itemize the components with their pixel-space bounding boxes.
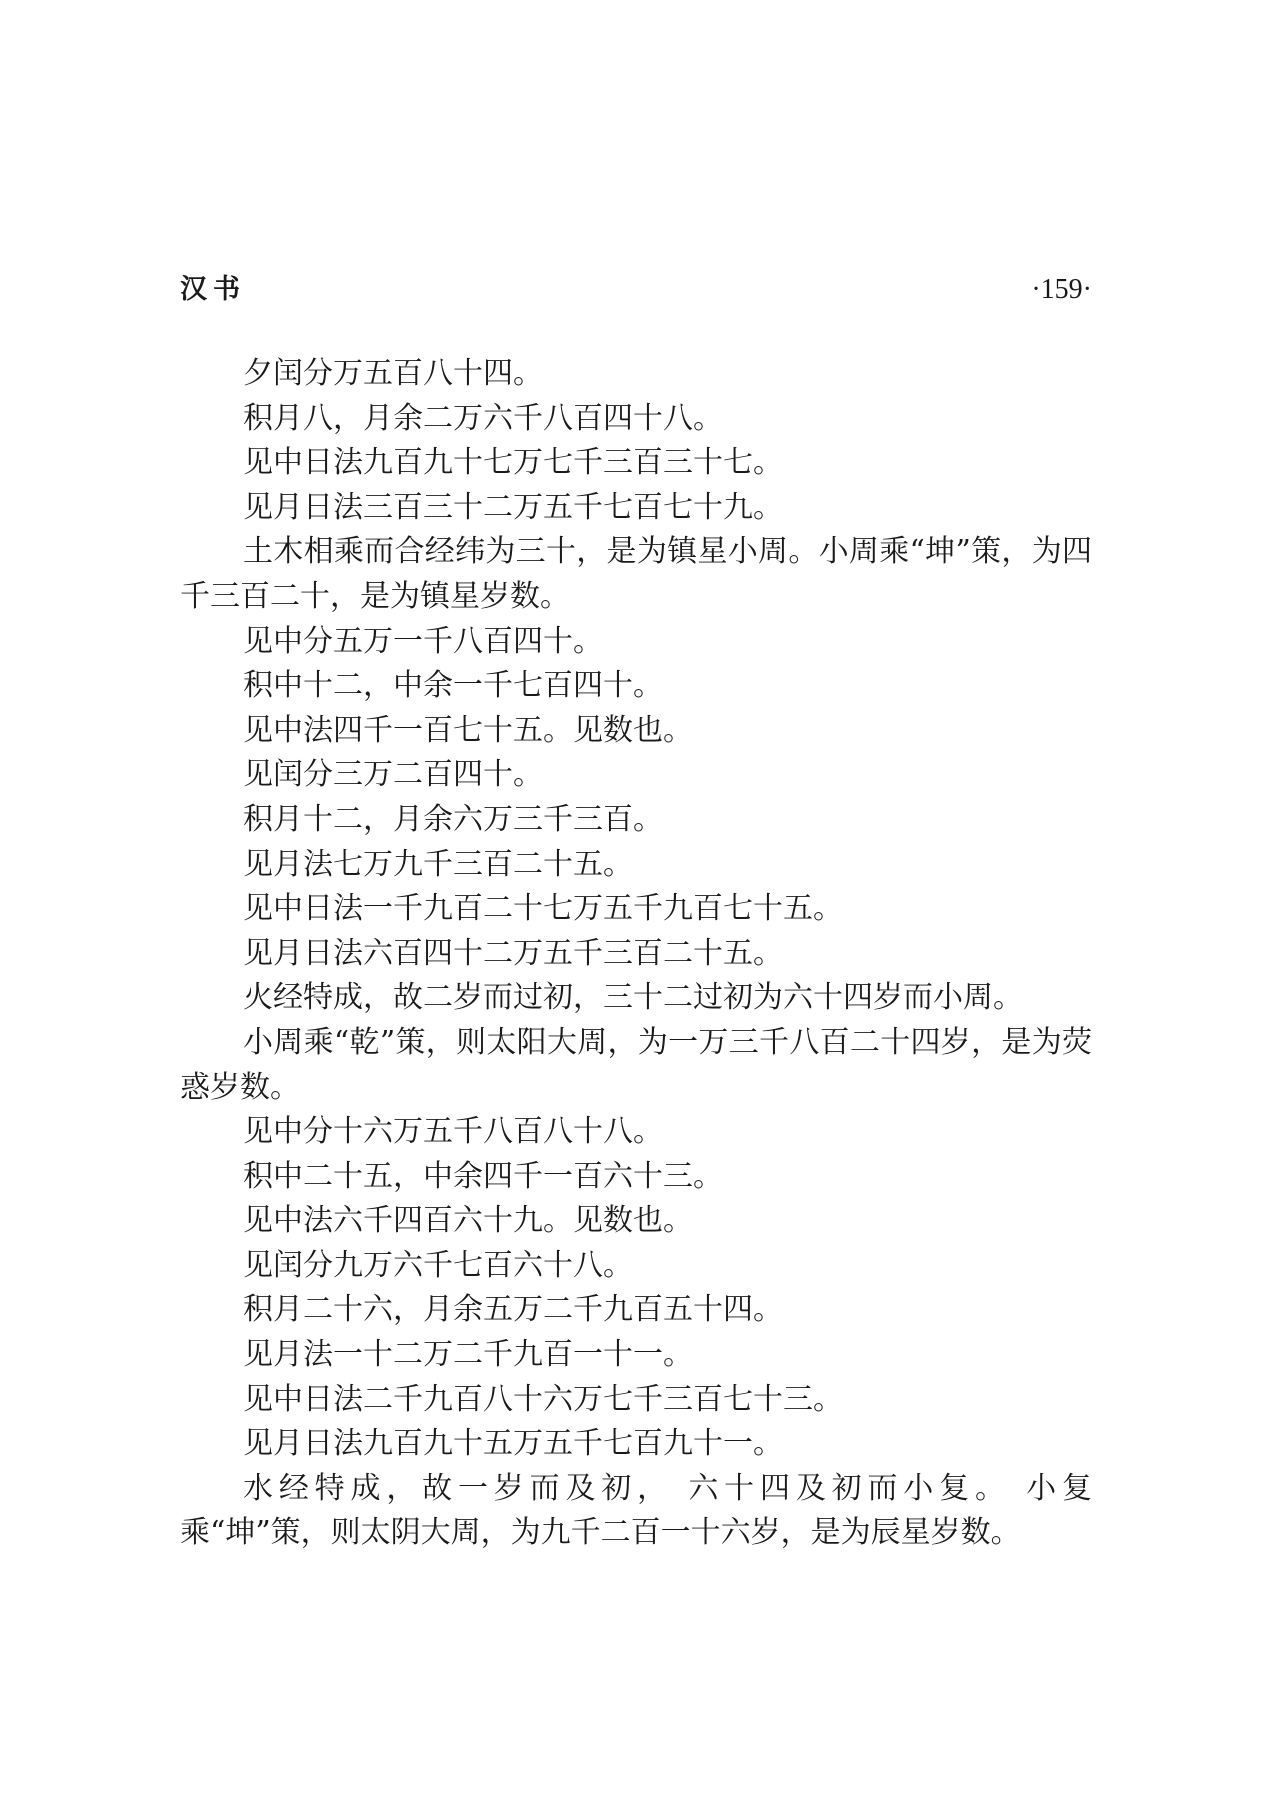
book-title: 汉书 (180, 274, 246, 305)
paragraph: 见中日法九百九十七万七千三百三十七。 (243, 445, 783, 481)
paragraph: 见月法一十二万二千九百一十一。 (243, 1337, 693, 1373)
paragraph: 见中法六千四百六十九。见数也。 (243, 1203, 693, 1239)
paragraph: 小周乘“乾”策，则太阳大周，为一万三千八百二十四岁，是为荧惑岁数。 (180, 1024, 1092, 1105)
paragraph: 见月日法六百四十二万五千三百二十五。 (243, 935, 783, 971)
paragraph: 见中分五万一千八百四十。 (243, 623, 603, 659)
paragraph: 火经特成，故二岁而过初，三十二过初为六十四岁而小周。 (243, 980, 1023, 1016)
paragraph: 见中法四千一百七十五。见数也。 (243, 712, 693, 748)
running-header (180, 270, 1092, 310)
paragraph: 见月法七万九千三百二十五。 (243, 846, 633, 882)
paragraph: 见中分十六万五千八百八十八。 (243, 1114, 663, 1150)
paragraph: 积月八，月余二万六千八百四十八。 (243, 400, 723, 436)
paragraph: 见中日法一千九百二十七万五千九百七十五。 (243, 891, 843, 927)
paragraph: 见月日法三百三十二万五千七百七十九。 (243, 489, 783, 525)
paragraph: 积月十二，月余六万三千三百。 (243, 801, 663, 837)
paragraph: 水经特成，故一岁而及初， 六十四及初而小复。 小复乘“坤”策，则太阴大周，为九千二百一十六岁，是为辰星岁数。 (180, 1470, 1092, 1551)
paragraph: 见月日法九百九十五万五千七百九十一。 (243, 1426, 783, 1462)
paragraph: 积月二十六，月余五万二千九百五十四。 (243, 1292, 783, 1328)
paragraph: 积中十二，中余一千七百四十。 (243, 668, 663, 704)
body-text (180, 352, 1092, 1556)
paragraph: 积中二十五，中余四千一百六十三。 (243, 1158, 723, 1194)
paragraph: 见中日法二千九百八十六万七千三百七十三。 (243, 1381, 843, 1417)
paragraph: 夕闰分万五百八十四。 (243, 356, 543, 391)
paragraph: 土木相乘而合经纬为三十，是为镇星小周。小周乘“坤”策，为四千三百二十，是为镇星岁数。 (180, 534, 1092, 614)
paragraph: 见闰分三万二百四十。 (243, 757, 543, 793)
page-number: ·159· (1031, 274, 1092, 305)
paragraph: 见闰分九万六千七百六十八。 (243, 1247, 633, 1283)
